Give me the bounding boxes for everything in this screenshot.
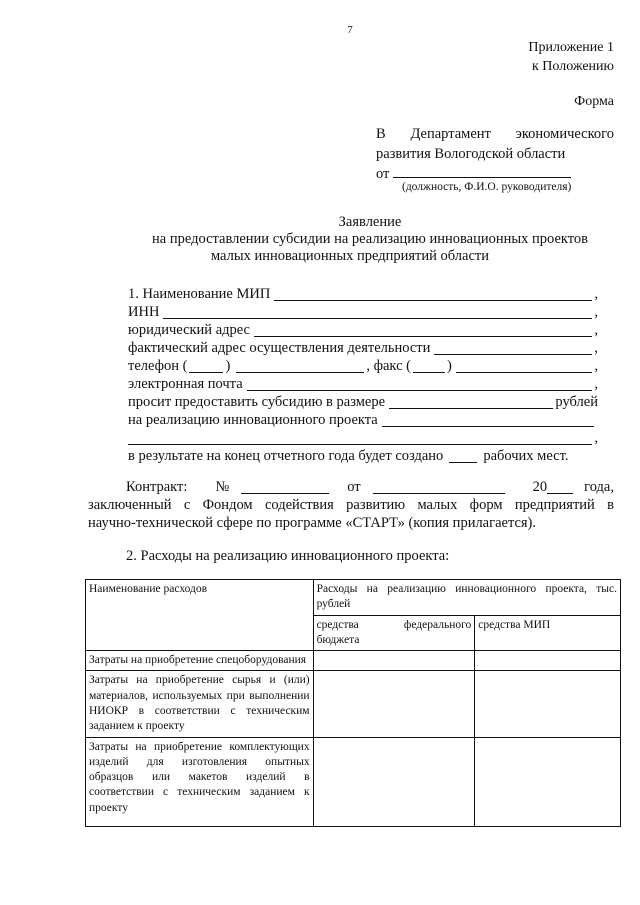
field-legal-address — [128, 321, 598, 339]
contract-number-blank[interactable] — [241, 480, 329, 494]
field-mip-name-label: 1. Наименование МИП — [128, 286, 271, 302]
contract-label: Контракт: — [126, 479, 188, 495]
header-costs-cell: Расходы на реализацию инновационного проекта, тыс. рублей — [313, 580, 620, 616]
page-number: 7 — [347, 24, 353, 36]
paren-close: ) — [225, 358, 231, 374]
row-federal-cell[interactable] — [313, 737, 475, 826]
doc-title: Заявление — [338, 214, 402, 230]
table-row — [86, 671, 621, 737]
row-mip-cell[interactable] — [475, 671, 621, 737]
field-project-continued — [128, 429, 598, 447]
header-name-cell: Наименование расходов — [86, 580, 314, 651]
comma: , — [594, 340, 598, 356]
table-row — [86, 737, 621, 826]
field-inn — [128, 303, 598, 321]
appendix-number: Приложение 1 — [528, 40, 614, 55]
field-jobs — [128, 447, 598, 465]
table-row — [86, 651, 621, 671]
comma: , — [594, 376, 598, 392]
field-subsidy-blank[interactable] — [389, 394, 553, 409]
field-fax-blank[interactable] — [456, 358, 593, 373]
field-legal-address-label: юридический адрес — [128, 322, 250, 338]
addressee-line-1 — [376, 126, 614, 143]
contract-no-label: № — [215, 479, 230, 495]
paren-close: ) — [446, 358, 452, 374]
addressee-from-blank[interactable] — [393, 164, 571, 178]
field-subsidy-unit: рублей — [555, 394, 598, 410]
row-federal-cell[interactable] — [313, 671, 475, 737]
addressee-dept-word: экономического — [515, 126, 614, 142]
contract-line-1 — [126, 479, 614, 496]
row-federal-cell[interactable] — [313, 651, 475, 671]
contract-year-label: 20 — [532, 479, 548, 495]
field-jobs-label: в результате на конец отчетного года будет создано — [128, 448, 444, 464]
contract-year-blank[interactable] — [547, 480, 573, 494]
field-subsidy — [128, 393, 598, 411]
field-project-blank[interactable] — [382, 412, 594, 427]
field-email-label: электронная почта — [128, 376, 243, 392]
row-label-cell: Затраты на приобретение сырья и (или) материалов, используемых при выполнении НИОКР в соответствии с техническим заданием к проекту — [86, 671, 314, 737]
contract-line-3: научно-технической сфере по программе «СТАРТ» (копия прилагается). — [88, 515, 537, 531]
field-actual-address — [128, 339, 598, 357]
field-phone-code-blank[interactable] — [189, 358, 223, 373]
field-fax-code-blank[interactable] — [413, 358, 445, 373]
addressee-region: развития Вологодской области — [376, 146, 566, 162]
comma: , — [594, 322, 598, 338]
contract-year-suffix: года, — [584, 479, 614, 495]
form-label: Форма — [574, 94, 614, 109]
field-mip-name-blank[interactable] — [274, 286, 592, 301]
field-jobs-unit: рабочих мест. — [483, 448, 569, 464]
field-project-label: на реализацию инновационного проекта — [128, 412, 378, 428]
field-inn-blank[interactable] — [163, 304, 592, 319]
field-subsidy-label: просит предоставить субсидию в размере — [128, 394, 386, 410]
field-email — [128, 375, 598, 393]
field-actual-address-blank[interactable] — [434, 340, 592, 355]
comma: , — [594, 358, 598, 374]
comma: , — [594, 304, 598, 320]
addressee-from-label: от — [376, 166, 390, 182]
row-mip-cell[interactable] — [475, 737, 621, 826]
field-project-blank-2[interactable] — [128, 430, 592, 445]
field-actual-address-label: фактический адрес осуществления деятельности — [128, 340, 431, 356]
costs-table — [85, 579, 621, 827]
appendix-reference: к Положению — [531, 59, 614, 74]
field-legal-address-blank[interactable] — [254, 322, 592, 337]
section-2-title: 2. Расходы на реализацию инновационного проекта: — [126, 548, 450, 564]
field-project — [128, 411, 598, 429]
row-label-cell: Затраты на приобретение спецоборудования — [86, 651, 314, 671]
doc-title-line-3: малых инновационных предприятий области — [210, 248, 490, 264]
field-email-blank[interactable] — [247, 376, 593, 391]
addressee-hint: (должность, Ф.И.О. руководителя) — [402, 181, 572, 193]
header-federal-cell: средства федерального бюджета — [313, 615, 475, 651]
field-phone-fax — [128, 357, 598, 375]
addressee-dept-word: Департамент — [410, 126, 491, 142]
field-fax-label: , факс ( — [366, 358, 411, 374]
field-inn-label: ИНН — [128, 304, 160, 320]
contract-line-2: заключенный с Фондом содействия развитию малых форм предприятий в — [88, 497, 614, 513]
comma: , — [594, 286, 598, 302]
doc-title-line-2: на предоставлении субсидии на реализацию инновационных проектов — [152, 231, 588, 247]
comma: , — [594, 430, 598, 446]
field-phone-blank[interactable] — [236, 358, 364, 373]
contract-date-blank[interactable] — [373, 480, 505, 494]
field-mip-name — [128, 285, 598, 303]
addressee-to: В — [376, 126, 386, 142]
field-phone-label: телефон ( — [128, 358, 188, 374]
row-label-cell: Затраты на приобретение комплектующих изделий для изготовления опытных образцов или макетов изделий в соответствии с техническим заданием к проекту — [86, 737, 314, 826]
table-header-row — [86, 580, 621, 616]
contract-from-label: от — [347, 479, 361, 495]
field-jobs-blank[interactable] — [449, 448, 477, 463]
header-mip-cell: средства МИП — [475, 615, 621, 651]
row-mip-cell[interactable] — [475, 651, 621, 671]
